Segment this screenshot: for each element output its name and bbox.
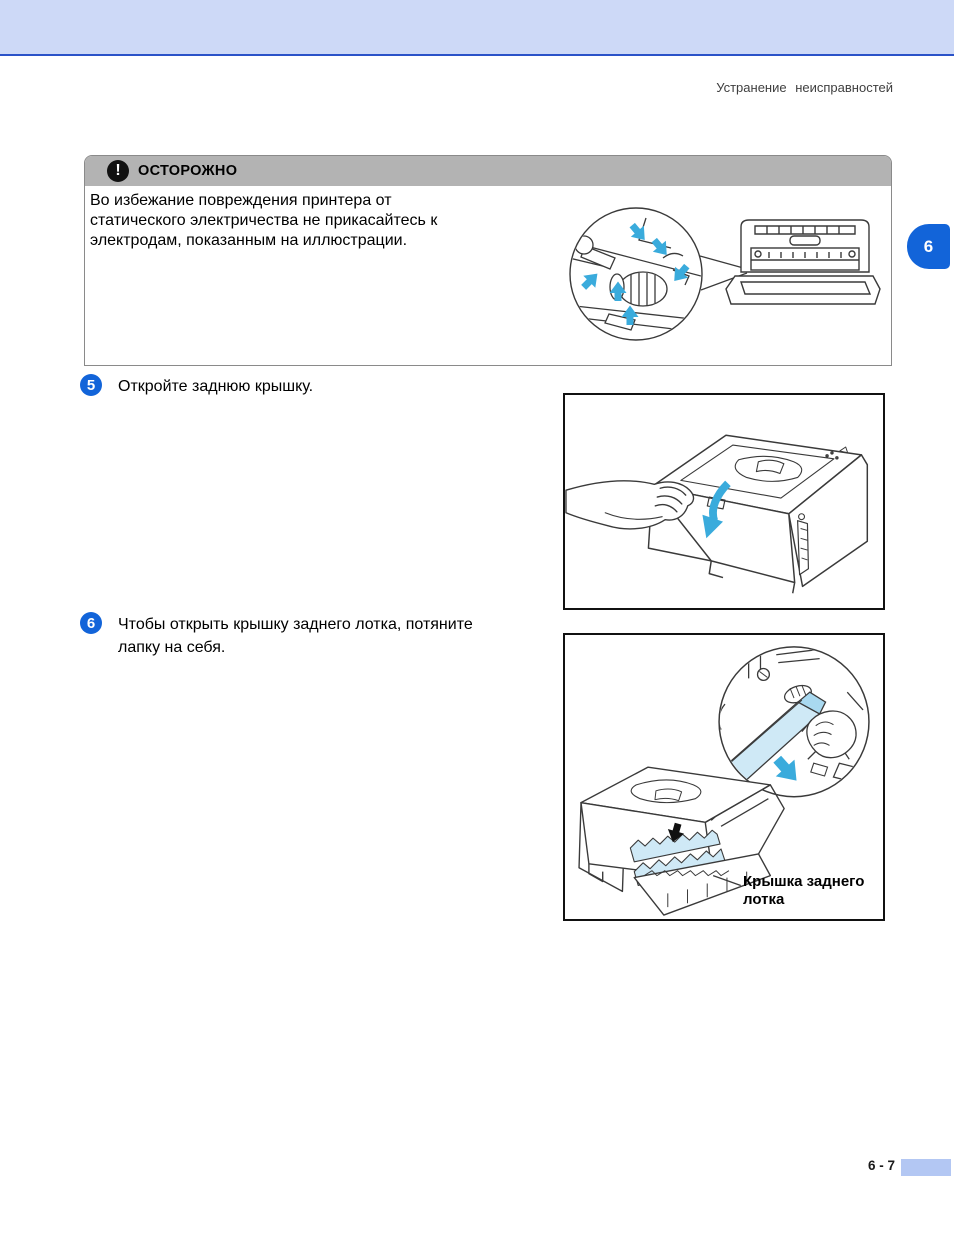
open-back-cover-illustration [565, 395, 883, 608]
electrodes-illustration [551, 196, 883, 356]
caution-line: статического электричества не прикасайтесь к [90, 212, 438, 229]
page-number: 6 - 7 [867, 1158, 895, 1173]
step-5-number: 5 [80, 374, 102, 396]
back-tray-cover-label [743, 873, 864, 908]
caution-header [85, 156, 891, 186]
step-6-number: 6 [80, 612, 102, 634]
top-band [0, 0, 954, 56]
chapter-tab: 6 [907, 224, 950, 269]
footer-accent-bar [901, 1159, 951, 1176]
step-6-text [118, 612, 473, 659]
hand-illustration [566, 481, 694, 529]
running-header: Устранение неисправностей [716, 80, 893, 95]
label-line: лотка [743, 890, 785, 908]
caution-line: Во избежание повреждения принтера от [90, 192, 392, 209]
step-5 [80, 374, 313, 398]
step-line: лапку на себя. [118, 639, 226, 656]
caution-line: электродам, показанным на иллюстрации. [90, 232, 408, 249]
step-line: Откройте заднюю крышку. [118, 378, 314, 395]
caution-box [84, 155, 892, 366]
figure-open-back-cover [563, 393, 885, 610]
caution-figure-electrodes [551, 196, 883, 356]
caution-title: ОСТОРОЖНО [138, 163, 238, 179]
step-line: Чтобы открыть крышку заднего лотка, потяните [118, 616, 473, 633]
step-5-text [118, 374, 313, 398]
figure-back-tray-cover [563, 633, 885, 921]
printer-front-view [726, 220, 880, 304]
exclamation-circle-icon: ! [107, 160, 129, 182]
step-6 [80, 612, 473, 659]
label-line: Крышка заднего [743, 873, 865, 890]
